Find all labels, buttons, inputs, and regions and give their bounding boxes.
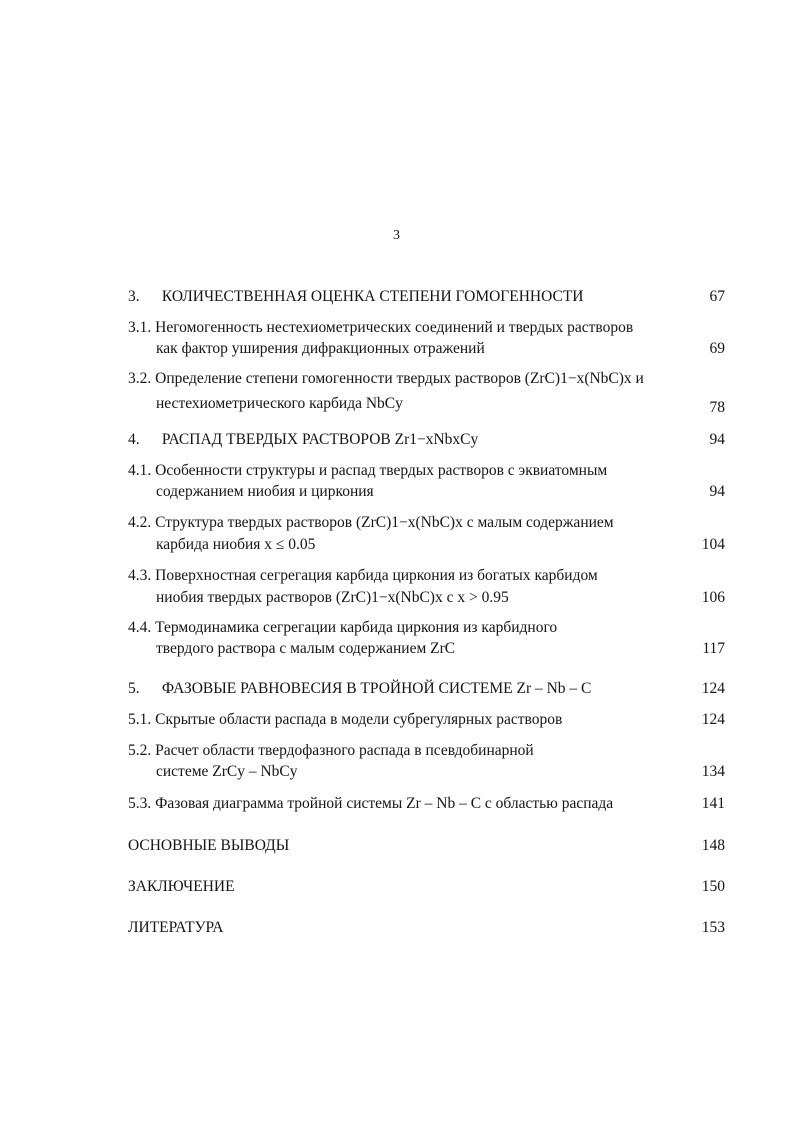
toc-title: ОСНОВНЫЕ ВЫВОДЫ — [128, 837, 290, 854]
toc-title: Скрытые области распада в модели субрегулярных растворов — [155, 711, 563, 728]
toc-entry-4-3 — [128, 565, 725, 607]
toc-number: 5.2. — [128, 742, 152, 759]
toc-number: 4. — [128, 431, 140, 448]
toc-number: 3.2. — [128, 370, 152, 387]
toc-number: 5. — [128, 680, 140, 697]
toc-number: 3. — [128, 288, 140, 305]
toc-entry-4-1 — [128, 460, 725, 502]
toc-page: 134 — [701, 763, 725, 780]
toc-title: ЛИТЕРАТУРА — [128, 919, 224, 936]
toc-entry-5-2 — [128, 740, 725, 782]
toc-title-line: системе ZrCy – NbCy — [156, 763, 298, 780]
toc-page: 124 — [701, 711, 725, 728]
toc-number: 4.1. — [128, 462, 152, 479]
toc-page: 104 — [701, 536, 725, 553]
toc-title: ФАЗОВЫЕ РАВНОВЕСИЯ В ТРОЙНОЙ СИСТЕМЕ Zr – Nb – C — [161, 680, 592, 697]
toc-title-line: Определение степени гомогенности твердых растворов (ZrC)1−x(NbC)x и — [155, 370, 644, 387]
toc-title-line: Расчет области твердофазного распада в псевдобинарной — [155, 742, 534, 759]
toc-entry-3-1 — [128, 317, 725, 359]
toc-number: 4.4. — [128, 619, 152, 636]
toc-page: 117 — [702, 640, 725, 657]
toc-title-line: твердого раствора с малым содержанием ZrC — [156, 640, 456, 657]
toc-title: РАСПАД ТВЕРДЫХ РАСТВОРОВ Zr1−xNbxCy — [161, 431, 479, 448]
toc-page: 150 — [701, 878, 725, 895]
toc-entry-references — [128, 917, 725, 938]
toc-page: 78 — [709, 399, 725, 416]
toc-title-line: Особенности структуры и распад твердых растворов с эквиатомным — [155, 462, 608, 479]
toc-entry-3 — [128, 286, 725, 307]
toc-title-line: Термодинамика сегрегации карбида циркония из карбидного — [155, 619, 558, 636]
toc-entry-5-3 — [128, 793, 725, 814]
toc-number: 5.1. — [128, 711, 152, 728]
toc-title-line: карбида ниобия x ≤ 0.05 — [156, 536, 316, 553]
toc-page: 148 — [701, 837, 725, 854]
toc-entry-5-1 — [128, 709, 725, 730]
toc-title-line: Негомогенность нестехиометрических соединений и твердых растворов — [155, 319, 634, 336]
toc-title-line: нестехиометрического карбида NbCy — [156, 395, 403, 412]
toc-number: 4.2. — [128, 514, 152, 531]
toc-title-line: Поверхностная сегрегация карбида циркония из богатых карбидом — [155, 567, 598, 584]
toc-title: ЗАКЛЮЧЕНИЕ — [128, 878, 235, 895]
toc-page: 94 — [709, 483, 725, 500]
toc-title: КОЛИЧЕСТВЕННАЯ ОЦЕНКА СТЕПЕНИ ГОМОГЕННОСТИ — [161, 288, 584, 305]
toc-page: 69 — [709, 340, 725, 357]
toc-page: 106 — [701, 589, 725, 606]
toc-number: 5.3. — [128, 795, 152, 812]
toc-number: 3.1. — [128, 319, 152, 336]
toc-entry-3-2 — [128, 368, 725, 416]
toc-title-line: Структура твердых растворов (ZrC)1−x(NbC)x с малым содержанием — [155, 514, 614, 531]
toc-entry-4-4 — [128, 617, 725, 659]
toc-page: 67 — [709, 288, 725, 305]
toc-entry-conclusions — [128, 835, 725, 856]
page-number: 3 — [393, 228, 400, 243]
toc-page: 94 — [709, 431, 725, 448]
toc-entry-5 — [128, 678, 725, 699]
toc-entry-4 — [128, 429, 725, 450]
toc-title: Фазовая диаграмма тройной системы Zr – Nb – C с областью распада — [155, 795, 614, 812]
toc-title-line: содержанием ниобия и циркония — [156, 483, 374, 500]
toc-entry-4-2 — [128, 512, 725, 554]
toc-title-line: ниобия твердых растворов (ZrC)1−x(NbC)x с x > 0.95 — [156, 589, 509, 606]
toc-page: 141 — [701, 795, 725, 812]
toc-title-line: как фактор уширения дифракционных отражений — [156, 340, 485, 357]
toc-number: 4.3. — [128, 567, 152, 584]
toc-entry-summary — [128, 876, 725, 897]
toc-page: 124 — [701, 680, 725, 697]
toc-page: 153 — [701, 919, 725, 936]
